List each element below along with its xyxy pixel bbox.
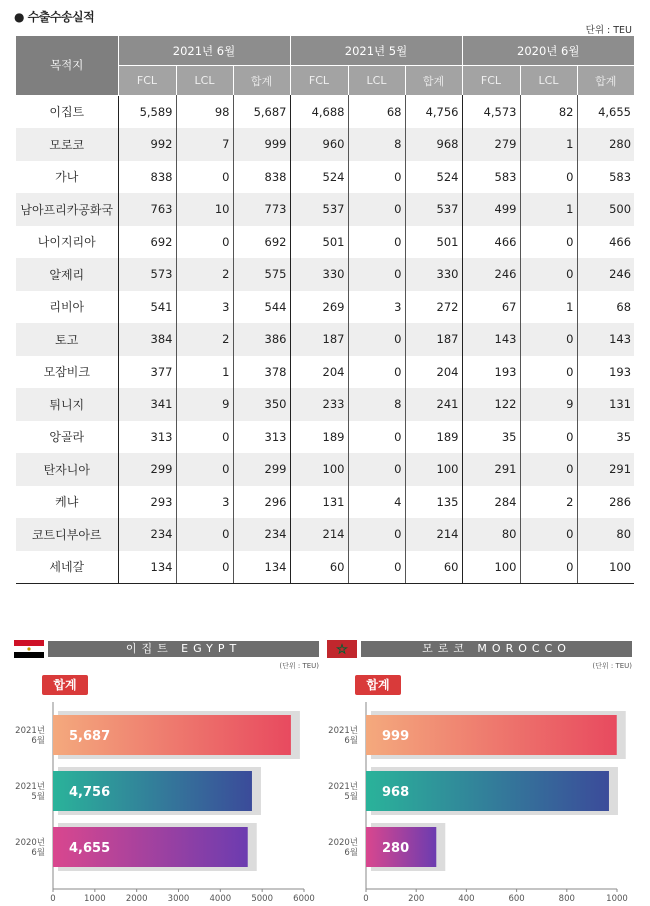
value-cell: 0	[520, 518, 577, 551]
value-cell: 143	[462, 323, 520, 356]
value-cell: 193	[462, 356, 520, 389]
x-tick-label: 5000	[251, 894, 273, 902]
value-cell: 773	[233, 193, 290, 226]
value-cell: 286	[577, 486, 634, 519]
value-cell: 299	[233, 453, 290, 486]
value-cell: 189	[290, 421, 348, 454]
destination-cell: 가나	[55, 170, 79, 185]
value-cell: 60	[405, 551, 462, 584]
x-tick-label: 400	[458, 894, 475, 902]
destination-cell: 토고	[16, 323, 118, 356]
destination-cell: 탄자니아	[16, 453, 118, 486]
value-cell: 386	[233, 323, 290, 356]
destination-cell: 케냐	[55, 495, 79, 510]
value-cell: 269	[290, 291, 348, 324]
value-cell: 233	[290, 388, 348, 421]
value-cell: 5,687	[233, 95, 290, 128]
value-cell: 330	[290, 258, 348, 291]
table-row	[16, 453, 634, 486]
value-cell: 291	[462, 453, 520, 486]
value-cell: 272	[405, 291, 462, 324]
destination-cell: 앙골라	[49, 430, 85, 445]
value-cell: 330	[405, 258, 462, 291]
category-label: 2021년	[328, 726, 358, 736]
morocco-total-tag: 합계	[355, 675, 401, 695]
x-tick-label: 3000	[167, 894, 190, 902]
value-cell: 0	[520, 421, 577, 454]
value-cell: 0	[348, 258, 405, 291]
bar-value-label: 999	[382, 729, 410, 744]
value-cell: 466	[577, 226, 634, 259]
category-label: 2021년	[328, 782, 358, 792]
destination-cell: 리비아	[49, 300, 85, 315]
value-cell: 4,756	[405, 95, 462, 128]
x-tick-label: 4000	[209, 894, 232, 902]
subcol-header: LCL	[176, 66, 233, 96]
value-cell: 189	[405, 421, 462, 454]
value-cell: 0	[348, 518, 405, 551]
value-cell: 763	[118, 193, 176, 226]
table-row	[16, 421, 634, 454]
value-cell: 4,688	[290, 95, 348, 128]
table-row	[16, 356, 634, 389]
destination-cell: 이집트	[49, 105, 85, 120]
value-cell: 0	[348, 323, 405, 356]
x-tick-label: 2000	[125, 894, 148, 902]
table-row	[16, 388, 634, 421]
destination-cell: 모잠비크	[43, 365, 90, 380]
value-cell: 313	[233, 421, 290, 454]
value-cell: 499	[462, 193, 520, 226]
value-cell: 313	[118, 421, 176, 454]
x-tick-label: 1000	[84, 894, 106, 902]
value-cell: 0	[348, 356, 405, 389]
unit-label: 단위 : TEU	[585, 25, 632, 36]
value-cell: 134	[233, 551, 290, 584]
value-cell: 692	[233, 226, 290, 259]
value-cell: 541	[118, 291, 176, 324]
table-row	[16, 193, 634, 226]
value-cell: 0	[520, 323, 577, 356]
bar-value-label: 4,655	[69, 841, 111, 856]
table-row	[16, 486, 634, 519]
value-cell: 1	[520, 193, 577, 226]
value-cell: 992	[118, 128, 176, 161]
value-cell: 0	[348, 453, 405, 486]
category-label: 2021년	[15, 782, 45, 792]
dest-header: 목적지	[16, 36, 118, 95]
x-tick-label: 800	[558, 894, 575, 902]
value-cell: 544	[233, 291, 290, 324]
subcol-header: LCL	[348, 66, 405, 96]
section-title-text: 수출수송실적	[27, 10, 95, 24]
value-cell: 0	[520, 551, 577, 584]
destination-cell: 모로코	[16, 128, 118, 161]
value-cell: 501	[290, 226, 348, 259]
subcol-header: FCL	[118, 66, 176, 96]
table-row	[16, 551, 634, 584]
subcol-header: 합계	[577, 66, 634, 96]
value-cell: 100	[290, 453, 348, 486]
value-cell: 0	[520, 453, 577, 486]
x-tick-label: 6000	[293, 894, 315, 902]
value-cell: 241	[405, 388, 462, 421]
value-cell: 2	[520, 486, 577, 519]
value-cell: 4,655	[577, 95, 634, 128]
value-cell: 80	[462, 518, 520, 551]
value-cell: 838	[118, 161, 176, 194]
value-cell: 537	[290, 193, 348, 226]
table-row	[16, 258, 634, 291]
x-tick-label: 200	[408, 894, 425, 902]
value-cell: 524	[290, 161, 348, 194]
bar-value-label: 5,687	[69, 729, 111, 744]
morocco-bar-chart	[327, 640, 632, 902]
value-cell: 501	[405, 226, 462, 259]
value-cell: 1	[520, 128, 577, 161]
period-header: 2021년 6월	[118, 36, 290, 66]
value-cell: 68	[577, 291, 634, 324]
value-cell: 7	[176, 128, 233, 161]
category-label: 2020년	[328, 838, 358, 848]
value-cell: 122	[462, 388, 520, 421]
value-cell: 280	[577, 128, 634, 161]
value-cell: 10	[176, 193, 233, 226]
value-cell: 838	[233, 161, 290, 194]
value-cell: 8	[348, 388, 405, 421]
value-cell: 296	[233, 486, 290, 519]
value-cell: 100	[405, 453, 462, 486]
value-cell: 279	[462, 128, 520, 161]
value-cell: 246	[462, 258, 520, 291]
value-cell: 193	[577, 356, 634, 389]
value-cell: 0	[520, 226, 577, 259]
value-cell: 0	[176, 226, 233, 259]
subcol-header: LCL	[520, 66, 577, 96]
value-cell: 999	[233, 128, 290, 161]
period-header: 2021년 5월	[290, 36, 462, 66]
destination-cell: 알제리	[16, 258, 118, 291]
value-cell: 82	[520, 95, 577, 128]
table-row	[16, 323, 634, 356]
egypt-bar-chart	[14, 640, 319, 902]
category-label: 6월	[344, 736, 358, 746]
value-cell: 384	[118, 323, 176, 356]
value-cell: 204	[405, 356, 462, 389]
value-cell: 377	[118, 356, 176, 389]
x-tick-label: 600	[508, 894, 525, 902]
value-cell: 2	[176, 323, 233, 356]
value-cell: 960	[290, 128, 348, 161]
value-cell: 234	[118, 518, 176, 551]
value-cell: 1	[520, 291, 577, 324]
x-tick-label: 1000	[606, 894, 628, 902]
bar-value-label: 968	[382, 785, 410, 800]
value-cell: 0	[348, 421, 405, 454]
table-row	[16, 161, 634, 194]
egypt-chart-panel	[14, 640, 319, 902]
value-cell: 0	[176, 161, 233, 194]
value-cell: 214	[290, 518, 348, 551]
value-cell: 131	[577, 388, 634, 421]
value-cell: 98	[176, 95, 233, 128]
value-cell: 60	[290, 551, 348, 584]
egypt-total-tag: 합계	[42, 675, 88, 695]
category-label: 6월	[344, 848, 358, 858]
value-cell: 134	[118, 551, 176, 584]
value-cell: 214	[405, 518, 462, 551]
value-cell: 143	[577, 323, 634, 356]
destination-cell: 튀니지	[16, 388, 118, 421]
value-cell: 0	[520, 356, 577, 389]
value-cell: 0	[348, 551, 405, 584]
subcol-header: 합계	[405, 66, 462, 96]
value-cell: 0	[348, 226, 405, 259]
value-cell: 187	[405, 323, 462, 356]
value-cell: 131	[290, 486, 348, 519]
value-cell: 1	[176, 356, 233, 389]
value-cell: 291	[577, 453, 634, 486]
value-cell: 583	[577, 161, 634, 194]
value-cell: 466	[462, 226, 520, 259]
value-cell: 3	[176, 486, 233, 519]
value-cell: 80	[577, 518, 634, 551]
category-label: 6월	[31, 848, 45, 858]
table-row	[16, 95, 634, 128]
section-title: ● 수출수송실적	[14, 10, 95, 24]
value-cell: 8	[348, 128, 405, 161]
morocco-chart-panel	[327, 640, 632, 902]
export-table	[16, 36, 634, 584]
value-cell: 0	[176, 421, 233, 454]
value-cell: 0	[520, 161, 577, 194]
value-cell: 35	[577, 421, 634, 454]
value-cell: 0	[348, 161, 405, 194]
value-cell: 524	[405, 161, 462, 194]
value-cell: 5,589	[118, 95, 176, 128]
value-cell: 284	[462, 486, 520, 519]
value-cell: 0	[176, 518, 233, 551]
value-cell: 575	[233, 258, 290, 291]
value-cell: 299	[118, 453, 176, 486]
category-label: 2020년	[15, 838, 45, 848]
bar-value-label: 4,756	[69, 785, 111, 800]
table-row	[16, 518, 634, 551]
destination-cell: 나이지리아	[37, 235, 96, 250]
value-cell: 378	[233, 356, 290, 389]
value-cell: 0	[176, 453, 233, 486]
table-header-row	[16, 36, 634, 66]
value-cell: 350	[233, 388, 290, 421]
egypt-chart-title: 이집트 EGYPT	[48, 641, 319, 657]
value-cell: 204	[290, 356, 348, 389]
value-cell: 692	[118, 226, 176, 259]
value-cell: 573	[118, 258, 176, 291]
value-cell: 3	[348, 291, 405, 324]
value-cell: 968	[405, 128, 462, 161]
value-cell: 0	[520, 258, 577, 291]
value-cell: 500	[577, 193, 634, 226]
value-cell: 0	[176, 551, 233, 584]
value-cell: 583	[462, 161, 520, 194]
value-cell: 35	[462, 421, 520, 454]
x-tick-label: 0	[50, 894, 56, 902]
value-cell: 100	[462, 551, 520, 584]
category-label: 2021년	[15, 726, 45, 736]
morocco-chart-title: 모로코 MOROCCO	[361, 641, 632, 657]
value-cell: 67	[462, 291, 520, 324]
value-cell: 135	[405, 486, 462, 519]
subcol-header: 합계	[233, 66, 290, 96]
bar-value-label: 280	[382, 841, 410, 856]
value-cell: 68	[348, 95, 405, 128]
value-cell: 246	[577, 258, 634, 291]
category-label: 6월	[31, 736, 45, 746]
value-cell: 537	[405, 193, 462, 226]
value-cell: 341	[118, 388, 176, 421]
destination-cell: 코트디부아르	[16, 518, 118, 551]
value-cell: 293	[118, 486, 176, 519]
morocco-chart-unit: (단위 : TEU)	[592, 662, 632, 670]
period-header: 2020년 6월	[462, 36, 634, 66]
value-cell: 187	[290, 323, 348, 356]
value-cell: 0	[348, 193, 405, 226]
value-cell: 2	[176, 258, 233, 291]
subcol-header: FCL	[462, 66, 520, 96]
value-cell: 9	[520, 388, 577, 421]
table-row	[16, 226, 634, 259]
value-cell: 100	[577, 551, 634, 584]
destination-cell: 세네갈	[16, 551, 118, 584]
value-cell: 9	[176, 388, 233, 421]
subcol-header: FCL	[290, 66, 348, 96]
value-cell: 234	[233, 518, 290, 551]
table-row	[16, 128, 634, 161]
value-cell: 3	[176, 291, 233, 324]
egypt-chart-unit: (단위 : TEU)	[279, 662, 319, 670]
value-cell: 4	[348, 486, 405, 519]
table-row	[16, 291, 634, 324]
category-label: 5월	[344, 792, 358, 802]
destination-cell: 남아프리카공화국	[16, 193, 118, 226]
value-cell: 4,573	[462, 95, 520, 128]
category-label: 5월	[31, 792, 45, 802]
x-tick-label: 0	[363, 894, 369, 902]
